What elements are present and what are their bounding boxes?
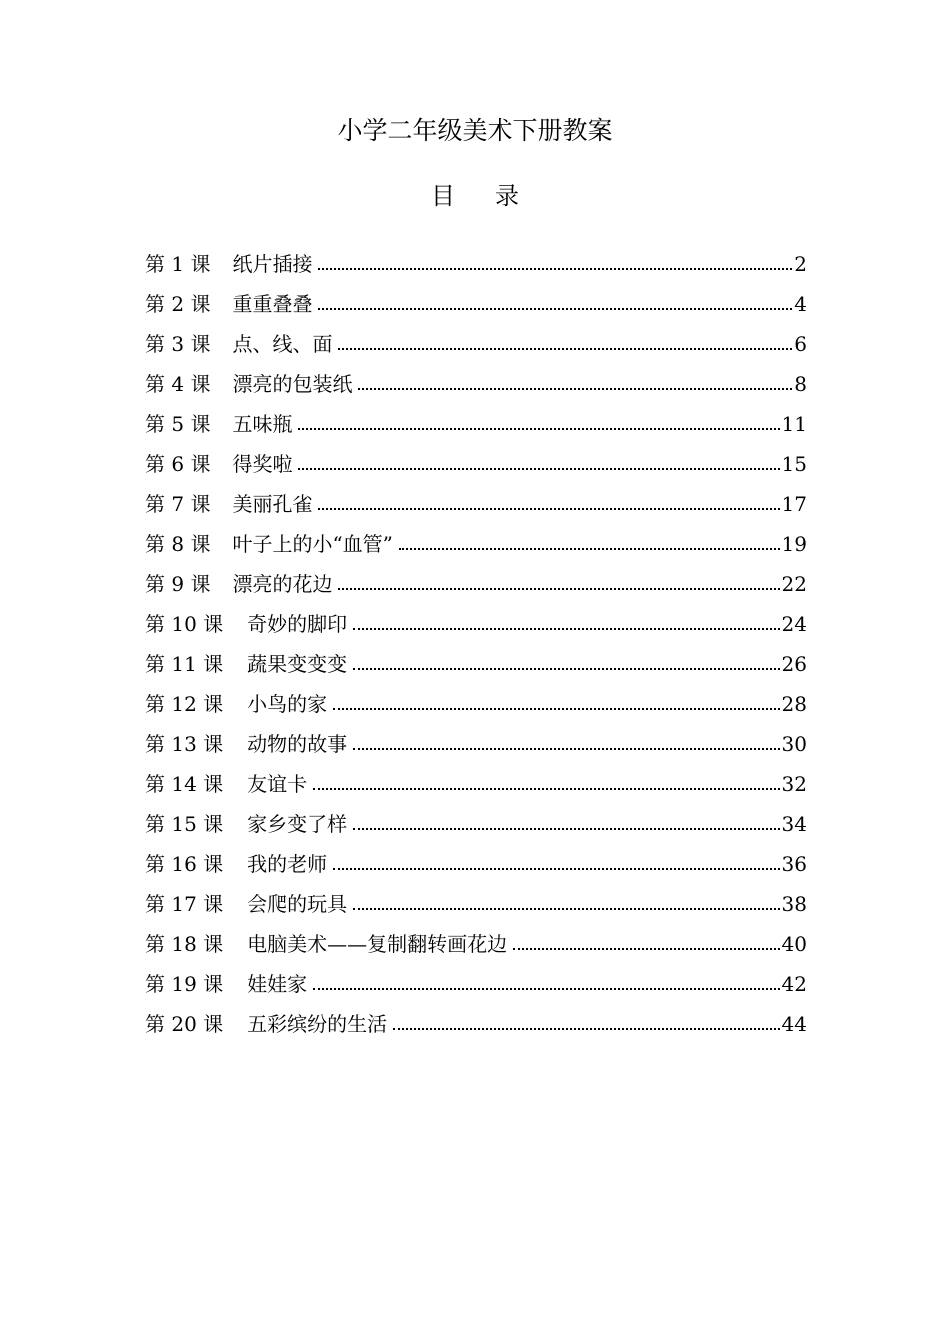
page-number: 4 (794, 292, 807, 316)
lesson-title: 小鸟的家 (247, 692, 328, 716)
lesson-number: 第 6 课 (145, 452, 211, 476)
dot-leader (353, 611, 779, 631)
toc-entry[interactable] (145, 848, 807, 888)
lesson-title: 漂亮的花边 (232, 572, 333, 596)
lesson-number: 第 11 课 (145, 652, 224, 676)
page-number: 44 (781, 1012, 807, 1036)
page-number: 17 (781, 492, 807, 516)
toc-entry[interactable] (145, 968, 807, 1008)
toc-entry[interactable] (145, 408, 807, 448)
toc-entry[interactable] (145, 328, 807, 368)
lesson-title: 家乡变了样 (247, 812, 348, 836)
dot-leader (399, 531, 780, 551)
page-number: 19 (781, 532, 807, 556)
lesson-number: 第 12 课 (145, 692, 224, 716)
lesson-title: 蔬果变变变 (247, 652, 348, 676)
dot-leader (513, 931, 779, 951)
page-number: 40 (781, 932, 807, 956)
toc-heading (0, 178, 950, 214)
lesson-title: 电脑美术——复制翻转画花边 (247, 932, 508, 956)
lesson-number: 第 7 课 (145, 492, 211, 516)
page-number: 2 (794, 252, 807, 276)
page-number: 30 (781, 732, 807, 756)
lesson-number: 第 14 课 (145, 772, 224, 796)
dot-leader (358, 371, 792, 391)
lesson-number: 第 20 课 (145, 1012, 224, 1036)
dot-leader (313, 771, 779, 791)
lesson-number: 第 19 课 (145, 972, 224, 996)
lesson-title: 纸片插接 (232, 252, 313, 276)
toc-entry[interactable] (145, 728, 807, 768)
page-number: 15 (781, 452, 807, 476)
page-number: 22 (781, 572, 807, 596)
page-number: 8 (794, 372, 807, 396)
dot-leader (338, 571, 779, 591)
lesson-number: 第 8 课 (145, 532, 211, 556)
document-title: 小学二年级美术下册教案 (337, 116, 613, 145)
toc-entry[interactable] (145, 648, 807, 688)
lesson-number: 第 9 课 (145, 572, 211, 596)
lesson-title: 五味瓶 (232, 412, 293, 436)
lesson-title: 会爬的玩具 (247, 892, 348, 916)
toc-entry[interactable] (145, 608, 807, 648)
lesson-title: 重重叠叠 (232, 292, 313, 316)
toc-entry[interactable] (145, 808, 807, 848)
lesson-number: 第 18 课 (145, 932, 224, 956)
dot-leader (333, 691, 779, 711)
page-number: 26 (781, 652, 807, 676)
dot-leader (318, 491, 779, 511)
page-number: 28 (781, 692, 807, 716)
dot-leader (313, 971, 779, 991)
toc-entry[interactable] (145, 1008, 807, 1048)
dot-leader (318, 291, 792, 311)
dot-leader (318, 251, 792, 271)
toc-entry[interactable] (145, 688, 807, 728)
toc-heading-right: 录 (495, 182, 519, 210)
lesson-title: 友谊卡 (247, 772, 308, 796)
lesson-number: 第 16 课 (145, 852, 224, 876)
page-number: 36 (781, 852, 807, 876)
toc-heading-left: 目 (431, 182, 455, 210)
toc-entry[interactable] (145, 528, 807, 568)
lesson-title: 得奖啦 (232, 452, 293, 476)
lesson-number: 第 4 课 (145, 372, 211, 396)
lesson-number: 第 10 课 (145, 612, 224, 636)
lesson-number: 第 15 课 (145, 812, 224, 836)
lesson-title: 美丽孔雀 (232, 492, 313, 516)
page-number: 11 (781, 412, 807, 436)
lesson-title: 动物的故事 (247, 732, 348, 756)
page-number: 6 (794, 332, 807, 356)
dot-leader (353, 891, 779, 911)
toc-entry[interactable] (145, 288, 807, 328)
lesson-title: 娃娃家 (247, 972, 308, 996)
dot-leader (338, 331, 792, 351)
dot-leader (353, 811, 779, 831)
toc-entry[interactable] (145, 488, 807, 528)
toc-entry[interactable] (145, 448, 807, 488)
lesson-number: 第 2 课 (145, 292, 211, 316)
lesson-number: 第 13 课 (145, 732, 224, 756)
page-number: 38 (781, 892, 807, 916)
lesson-title: 叶子上的小“血管” (232, 532, 393, 556)
lesson-number: 第 3 课 (145, 332, 211, 356)
lesson-title: 漂亮的包装纸 (232, 372, 353, 396)
lesson-number: 第 17 课 (145, 892, 224, 916)
lesson-number: 第 5 课 (145, 412, 211, 436)
toc-entry[interactable] (145, 568, 807, 608)
toc-entry[interactable] (145, 248, 807, 288)
dot-leader (333, 851, 779, 871)
toc-entry[interactable] (145, 768, 807, 808)
dot-leader (298, 451, 779, 471)
lesson-title: 五彩缤纷的生活 (247, 1012, 388, 1036)
toc-entry[interactable] (145, 368, 807, 408)
lesson-title: 我的老师 (247, 852, 328, 876)
dot-leader (353, 651, 779, 671)
dot-leader (298, 411, 779, 431)
toc-entry[interactable] (145, 888, 807, 928)
toc-entry[interactable] (145, 928, 807, 968)
lesson-number: 第 1 课 (145, 252, 211, 276)
page-number: 24 (781, 612, 807, 636)
dot-leader (353, 731, 779, 751)
lesson-title: 奇妙的脚印 (247, 612, 348, 636)
page-number: 42 (781, 972, 807, 996)
lesson-title: 点、线、面 (232, 332, 333, 356)
page-number: 32 (781, 772, 807, 796)
dot-leader (393, 1011, 779, 1031)
table-of-contents (145, 248, 807, 1048)
page-number: 34 (781, 812, 807, 836)
